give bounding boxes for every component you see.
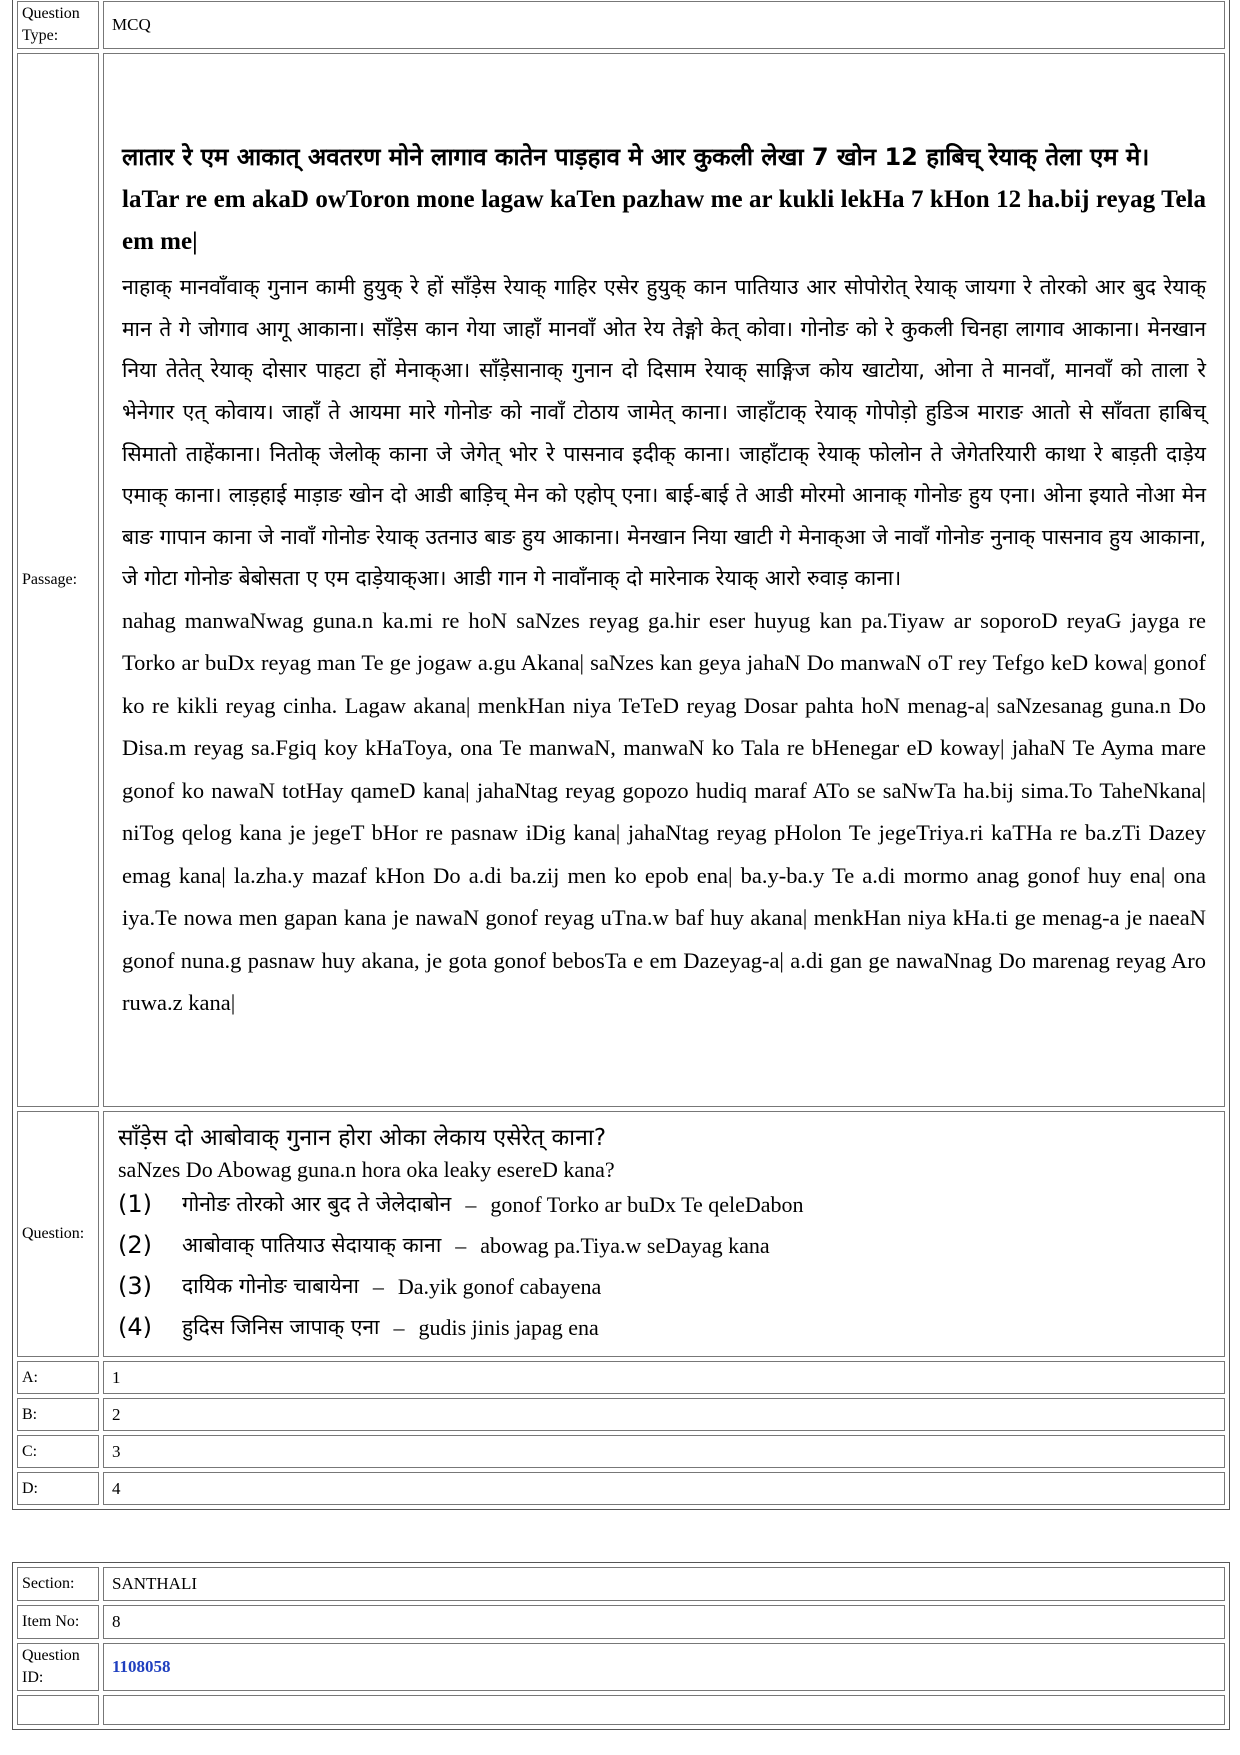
question-type-row [17,1,1225,49]
option-text-devanagari: गोनोङ तोरको आर बुद ते जेलेदाबोन [182,1192,452,1216]
question-id-row [17,1643,1225,1691]
option-text-devanagari: हुदिस जिनिस जापाक् एना [182,1315,380,1339]
answer-row-c [17,1435,1225,1468]
question-type-label: Question Type: [17,1,99,49]
option-separator: – [455,1233,467,1258]
question-cell [103,1111,1225,1357]
option-number: (3) [118,1272,152,1300]
option-text-latin: gudis jinis japag ena [418,1315,599,1340]
question-row [17,1111,1225,1357]
answer-row-d [17,1472,1225,1505]
question-text-latin: saNzes Do Abowag guna.n hora oka leaky esereD kana? [118,1157,615,1182]
item-row [17,1605,1225,1639]
meta-table [12,1562,1230,1730]
passage-body-devanagari: नाहाक् मानवाँवाक् गुनान कामी हुयुक् रे हों साँड़ेस रेयाक् गाहिर एसेर हुयुक् कान पातियाउ आर सोपोरोत् रेयाक् जायगा रे तोरको आर बुद रेयाक् मान ते गे जोगाव आगू आकाना। साँड़ेस कान गेया जाहाँ मानवाँ ओत रेय तेङ्गो केत् कोवा। गोनोङ को रे कुकली चिनहा लागाव आकाना। मेनखान निया तेतेत् रेयाक् दोसार पाहटा हों मेनाक्आ। साँड़ेसानाक् गुनान दो दिसाम रेयाक् साङ्गिज कोय खाटोया, ओना ते मानवाँ, मानवाँ को ताला रे भेनेगार एत् कोवाय। जाहाँ ते आयमा मारे गोनोङ को नावाँ टोठाय जामेत् काना। जाहाँटाक् रेयाक् गोपोड़ो हुडिञ माराङ आतो से साँवता हाबिच् सिमातो ताहेंकाना। नितोक् जेलोक् काना जे जेगेत् भोर रे पासनाव इदीक् काना। जाहाँटाक् रेयाक् फोलोन ते जेगेतरियारी काथा रे बाड़ती दाड़ेय एमाक् काना। लाड़हाई माड़ाङ खोन दो आडी बाड़िच् मेन को एहोप् एना। बाई-बाई ते आडी मोरमो आनाक् गोनोङ हुय एना। ओना इयाते नोआ मेन बाङ गापान काना जे नावाँ गोनोङ रेयाक् उतनाउ बाङ हुय आकाना। मेनखान निया खाटी गे मेनाक्आ जे नावाँ गोनोङ नुनाक् पासनाव हुय आकाना, जे गोटा गोनोङ बेबोसता ए एम दाड़ेयाक्आ। आडी गान गे नावाँनाक् दो मारेनाक रेयाक् आरो रुवाड़ काना। [122,275,1206,591]
question-label: Question: [17,1111,99,1357]
option-4 [118,1307,1210,1348]
question-table [12,0,1230,1510]
question-id-value: 1108058 [103,1643,1225,1691]
answer-row-a [17,1361,1225,1394]
section-row [17,1567,1225,1601]
option-number: (1) [118,1190,152,1218]
option-text-devanagari: आबोवाक् पातियाउ सेदायाक् काना [182,1233,442,1257]
section-label: Section: [17,1567,99,1601]
next-row [17,1695,1225,1725]
question-id-label: Question ID: [17,1643,99,1691]
option-separator: – [465,1192,477,1217]
answer-label: B: [17,1398,99,1431]
passage-instruction-latin: laTar re em akaD owToron mone lagaw kaTen pazhaw me ar kukli lekHa 7 kHon 12 ha.bij reyag Tela em me| [122,186,1206,256]
option-text-devanagari: दायिक गोनोङ चाबायेना [182,1274,359,1298]
answer-value: 2 [103,1398,1225,1431]
option-number: (2) [118,1231,152,1259]
passage-label: Passage: [17,53,99,1107]
option-text-latin: abowag pa.Tiya.w seDayag kana [480,1233,770,1258]
question-text-devanagari: साँड़ेस दो आबोवाक् गुनान होरा ओका लेकाय एसेरेत् काना? [118,1125,607,1151]
option-2 [118,1225,1210,1266]
answer-label: D: [17,1472,99,1505]
next-row-label [17,1695,99,1725]
option-number: (4) [118,1313,152,1341]
answer-value: 4 [103,1472,1225,1505]
option-separator: – [393,1315,405,1340]
answer-label: C: [17,1435,99,1468]
passage-cell [103,53,1225,1107]
passage-instruction-devanagari: लातार रे एम आकात् अवतरण मोने लागाव कातेन पाड़हाव मे आर कुकली लेखा 7 खोन 12 हाबिच् रेयाक् तेला एम मे। [122,143,1150,172]
option-1 [118,1184,1210,1225]
answer-row-b [17,1398,1225,1431]
passage-row [17,53,1225,1107]
question-type-value: MCQ [103,1,1225,49]
answer-value: 1 [103,1361,1225,1394]
section-value: SANTHALI [103,1567,1225,1601]
item-value: 8 [103,1605,1225,1639]
passage-body-latin: nahag manwaNwag guna.n ka.mi re hoN saNzes reyag ga.hir eser huyug kan pa.Tiyaw ar soporoD reyaG jayga re Torko ar buDx reyag man Te ge jogaw a.gu Akana| saNzes kan geya jahaN Do manwaN oT rey Tefgo keD kowa| gonof ko re kikli reyag cinha. Lagaw akana| menkHan niya TeTeD reyag Dosar pahta hoN menag-a| saNzesanag guna.n Do Disa.m reyag sa.Fgiq koy kHaToya, ona Te manwaN, manwaN ko Tala re bHenegar eD koway| jahaN Te Ayma mare gonof ko nawaN totHay qameD kana| jahaNtag reyag gopozo hudiq maraf ATo se saNwTa ha.bij sima.To TaheNkana| niTog qelog kana je jegeT bHor re pasnaw iDig kana| jahaNtag reyag pHolon Te jegeTriya.ri kaTHa re ba.zTi Dazey emag kana| la.zha.y mazaf kHon Do a.di ba.zij men ko epob ena| ba.y-ba.y Te a.di mormo anag gonof huy ena| ona iya.Te nowa men gapan kana je nawaN gonof reyag uTna.w baf huy akana| menkHan niya kHa.ti ge menag-a je naeaN gonof nuna.g pasnaw huy akana, je gota gonof bebosTa e em Dazeyag-a| a.di gan ge nawaNnag Do marenag reyag Aro ruwa.z kana| [122,607,1206,1016]
next-row-value [103,1695,1225,1725]
item-label: Item No: [17,1605,99,1639]
option-3 [118,1266,1210,1307]
option-text-latin: gonof Torko ar buDx Te qeleDabon [490,1192,804,1217]
option-text-latin: Da.yik gonof cabayena [397,1274,602,1299]
answer-value: 3 [103,1435,1225,1468]
option-separator: – [372,1274,384,1299]
answer-label: A: [17,1361,99,1394]
